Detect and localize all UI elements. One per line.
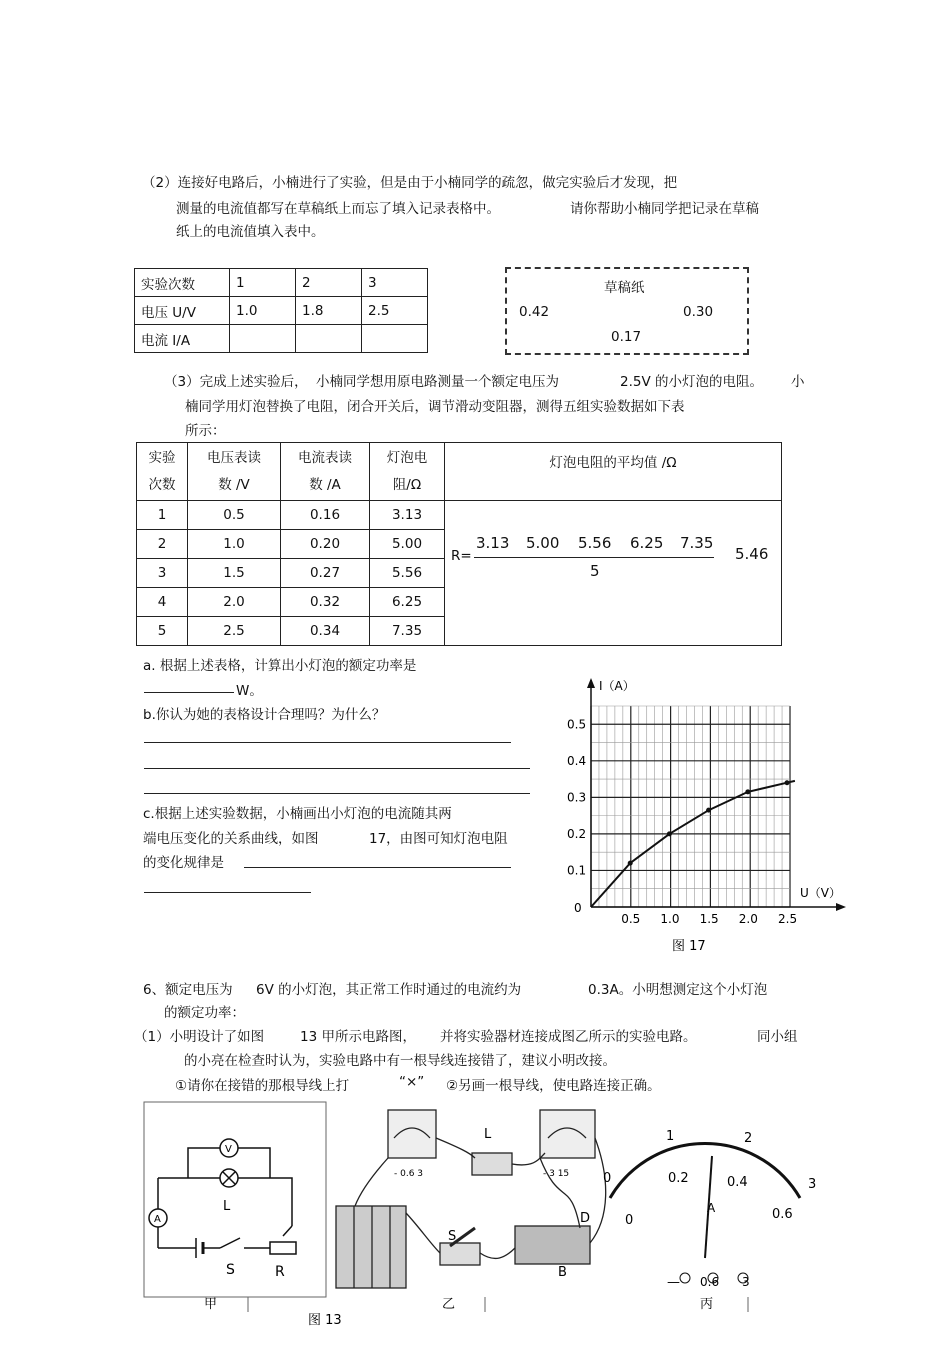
qa-text: a. 根据上述表格，计算出小灯泡的额定功率是 xyxy=(143,658,417,674)
rheostat-label: R xyxy=(275,1264,285,1280)
x-tick-label: 2.0 xyxy=(738,912,758,926)
voltmeter-terminals: - 3 15 xyxy=(543,1169,570,1179)
record-table xyxy=(134,268,428,353)
data-point xyxy=(745,789,750,794)
header-text: 电流表读 xyxy=(298,449,352,466)
table-cell: 0.34 xyxy=(281,617,370,646)
formula-num: 5.00 xyxy=(526,534,560,552)
wire xyxy=(406,1213,440,1253)
header-text: 数 /V xyxy=(218,476,250,493)
qc-line2a: 端电压变化的关系曲线，如图 xyxy=(143,831,319,847)
header-cell xyxy=(188,443,281,501)
chart-markers xyxy=(628,780,790,865)
rheostat-slider xyxy=(283,1226,292,1236)
x-tick-label: 0.5 xyxy=(621,912,641,926)
table-row xyxy=(137,501,782,530)
table-cell: 1.0 xyxy=(188,530,281,559)
formula-num: 6.25 xyxy=(630,534,664,552)
header-cell xyxy=(281,443,370,501)
meter-top-label: 2 xyxy=(744,1131,753,1146)
table-cell: 0.5 xyxy=(188,501,281,530)
table-cell: 5.00 xyxy=(370,530,445,559)
wire xyxy=(355,1158,388,1206)
battery-pack xyxy=(336,1206,406,1288)
meter-top-label: 1 xyxy=(666,1129,675,1144)
qc-line3: 的变化规律是 xyxy=(143,855,224,871)
qb-text: b.你认为她的表格设计合理吗？为什么？ xyxy=(143,707,386,723)
data-point xyxy=(785,780,790,785)
q6-line4: 的小亮在检查时认为，实验电路中有一根导线连接错了，建议小明改接。 xyxy=(184,1053,616,1069)
q3-line1b: 小楠同学想用原电路测量一个额定电压为 xyxy=(316,374,559,390)
q6-line3c: 并将实验器材连接成图乙所示的实验电路。 xyxy=(440,1029,697,1045)
switch-label: S xyxy=(226,1262,235,1278)
x-tick-label: 1.0 xyxy=(660,912,680,926)
y-axis-label: I（A） xyxy=(599,679,635,693)
q6-line5a: ①请你在接错的那根导线上打 xyxy=(175,1078,350,1094)
x-tick-label: 1.5 xyxy=(699,912,719,926)
qc-line2b: 17，由图可知灯泡电阻 xyxy=(369,831,508,847)
q3-line1c: 2.5V 的小灯泡的电阻。 xyxy=(620,374,763,390)
answer-line[interactable] xyxy=(144,768,530,769)
q2-line1: （2）连接好电路后，小楠进行了实验，但是由于小楠同学的疏忽，做完实验后才发现，把 xyxy=(142,175,678,191)
q2-line2b: 请你帮助小楠同学把记录在草稿 xyxy=(570,201,759,217)
origin-label: 0 xyxy=(574,901,582,915)
y-tick-label: 0.5 xyxy=(567,717,587,732)
q6-line3a: （1）小明设计了如图 xyxy=(134,1029,265,1045)
data-point xyxy=(628,861,633,866)
qa-unit: W。 xyxy=(236,683,263,699)
answer-line[interactable] xyxy=(144,892,311,893)
ammeter-label: A xyxy=(154,1214,161,1225)
q3-line1d: 小 xyxy=(791,374,805,390)
fraction-bar xyxy=(474,557,714,558)
table-cell: 1 xyxy=(230,269,296,297)
y-axis-arrow xyxy=(587,678,595,688)
table-cell: 1 xyxy=(137,501,188,530)
series-line xyxy=(591,781,795,907)
q2-line2a: 测量的电流值都写在草稿纸上而忘了填入记录表格中。 xyxy=(176,201,500,217)
table-cell: 0.16 xyxy=(281,501,370,530)
table-cell: 5.56 xyxy=(370,559,445,588)
table-row xyxy=(137,443,782,501)
current-input-cell[interactable] xyxy=(362,325,428,353)
q6-line1b: 6V 的小灯泡，其正常工作时通过的电流约为 xyxy=(256,982,522,998)
switch-device xyxy=(440,1243,480,1265)
table-cell: 2.5 xyxy=(188,617,281,646)
terminal-label: 3 xyxy=(742,1275,750,1289)
meter-bottom-label: 0.6 xyxy=(772,1207,793,1222)
formula-num: 7.35 xyxy=(680,534,714,552)
ammeter-terminals: - 0.6 3 xyxy=(394,1169,424,1179)
table-cell: 3 xyxy=(362,269,428,297)
x-tick-label: 2.5 xyxy=(778,912,798,926)
circuit-photo-yi xyxy=(336,1110,606,1288)
yi-lamp-label: L xyxy=(484,1127,492,1142)
yi-b-label: B xyxy=(558,1265,567,1280)
y-tick-label: 0.4 xyxy=(567,753,587,768)
voltmeter-device xyxy=(540,1110,595,1158)
table-cell: 0.27 xyxy=(281,559,370,588)
chart-axes xyxy=(587,678,846,911)
table-row xyxy=(135,297,428,325)
meter-bottom-label: 0 xyxy=(625,1213,634,1228)
q6-line3d: 同小组 xyxy=(757,1029,798,1045)
figure-13 xyxy=(140,1098,830,1338)
voltmeter-label: V xyxy=(225,1144,232,1155)
draft-value: 0.17 xyxy=(611,329,642,345)
q3-line3: 所示： xyxy=(185,423,226,439)
table-cell: 3.13 xyxy=(370,501,445,530)
data-point xyxy=(706,808,711,813)
table-cell: 3 xyxy=(137,559,188,588)
q3-line2: 楠同学用灯泡替换了电阻，闭合开关后，调节滑动变阻器，测得五组实验数据如下表 xyxy=(185,399,685,415)
q6-line1a: 6、额定电压为 xyxy=(143,982,233,998)
formula-denominator: 5 xyxy=(590,562,600,580)
dial-arc xyxy=(610,1143,800,1198)
table-cell: 1.0 xyxy=(230,297,296,325)
yi-switch-label: S xyxy=(448,1229,457,1244)
data-point xyxy=(667,831,672,836)
table-cell: 2.0 xyxy=(188,588,281,617)
lamp-label: L xyxy=(223,1199,231,1214)
meter-bottom-label: 0.4 xyxy=(727,1175,748,1190)
q6-line5c: ②另画一根导线，使电路连接正确。 xyxy=(446,1078,661,1094)
table-cell: 4 xyxy=(137,588,188,617)
x-axis-label: U（V） xyxy=(800,886,841,900)
lamp-holder xyxy=(472,1153,512,1175)
terminal-label: 0.6 xyxy=(700,1275,720,1289)
answer-blank[interactable] xyxy=(144,692,234,693)
header-text: 电压表读 xyxy=(207,449,261,466)
header-cell xyxy=(370,443,445,501)
average-formula-cell xyxy=(445,501,782,646)
header-text: 阻/Ω xyxy=(392,476,422,493)
table-cell: 2 xyxy=(296,269,362,297)
draft-value: 0.42 xyxy=(519,304,550,320)
wire xyxy=(480,1248,515,1258)
table-cell: 2 xyxy=(137,530,188,559)
qc-line1: c.根据上述实验数据，小楠画出小灯泡的电流随其两 xyxy=(143,806,452,822)
meter-unit: A xyxy=(707,1201,716,1215)
q3-line1a: （3）完成上述实验后， xyxy=(164,374,308,390)
jia-label: 甲 xyxy=(204,1297,218,1312)
current-input-cell[interactable] xyxy=(230,325,296,353)
q6-line3b: 13 甲所示电路图， xyxy=(300,1029,416,1045)
answer-line[interactable] xyxy=(144,793,530,794)
draft-title: 草稿纸 xyxy=(604,280,645,296)
ammeter-device xyxy=(388,1110,436,1158)
q6-line5b: “×” xyxy=(399,1074,425,1090)
formula-num: 5.56 xyxy=(578,534,612,552)
yi-d-label: D xyxy=(580,1211,591,1226)
y-tick-label: 0.3 xyxy=(567,790,587,805)
rheostat-body xyxy=(270,1242,296,1254)
wire xyxy=(436,1138,475,1158)
table-cell: 电压 U/V xyxy=(135,297,230,325)
table-cell: 0.32 xyxy=(281,588,370,617)
jia-frame xyxy=(144,1102,326,1297)
formula-prefix: R= xyxy=(451,548,472,564)
answer-line[interactable] xyxy=(144,742,511,743)
table-cell: 实验次数 xyxy=(135,269,230,297)
table-cell: 6.25 xyxy=(370,588,445,617)
meter-top-label: 0 xyxy=(603,1171,612,1186)
bing-label: 丙 xyxy=(700,1297,714,1312)
header-text: 实验 xyxy=(148,449,176,466)
table-row xyxy=(135,325,428,353)
x-axis-arrow xyxy=(836,903,846,911)
meter-top-label: 3 xyxy=(808,1177,817,1192)
table-cell: 2.5 xyxy=(362,297,428,325)
formula-result: 5.46 xyxy=(735,545,769,563)
chart-caption: 图 17 xyxy=(672,939,706,954)
q6-line2: 的额定功率： xyxy=(164,1005,245,1021)
header-text: 数 /A xyxy=(309,476,341,493)
q6-line1c: 0.3A。小明想测定这个小灯泡 xyxy=(588,982,768,998)
header-text: 灯泡电 xyxy=(386,449,428,466)
table-cell: 5 xyxy=(137,617,188,646)
table-cell: 1.8 xyxy=(296,297,362,325)
figure-caption: 图 13 xyxy=(308,1313,342,1328)
table-row xyxy=(135,269,428,297)
terminal-label: — xyxy=(667,1275,680,1290)
table-cell: 0.20 xyxy=(281,530,370,559)
terminal-icon[interactable] xyxy=(680,1273,690,1283)
q2-line3: 纸上的电流值填入表中。 xyxy=(176,224,325,240)
header-text: 次数 xyxy=(148,476,176,493)
rheostat-device xyxy=(515,1226,590,1264)
table-cell: 7.35 xyxy=(370,617,445,646)
answer-line[interactable] xyxy=(244,867,511,868)
yi-label: 乙 xyxy=(442,1297,456,1312)
header-cell xyxy=(137,443,188,501)
table-cell: 电流 I/A xyxy=(135,325,230,353)
y-tick-label: 0.1 xyxy=(567,863,587,878)
chart-grid xyxy=(591,706,790,907)
iu-chart xyxy=(550,668,860,968)
draft-value: 0.30 xyxy=(683,304,714,320)
y-tick-label: 0.2 xyxy=(567,826,587,841)
switch-lever xyxy=(220,1238,240,1248)
formula-num: 3.13 xyxy=(476,534,510,552)
header-cell: 灯泡电阻的平均值 /Ω xyxy=(445,443,782,501)
meter-bottom-label: 0.2 xyxy=(668,1171,689,1186)
current-input-cell[interactable] xyxy=(296,325,362,353)
table-cell: 1.5 xyxy=(188,559,281,588)
